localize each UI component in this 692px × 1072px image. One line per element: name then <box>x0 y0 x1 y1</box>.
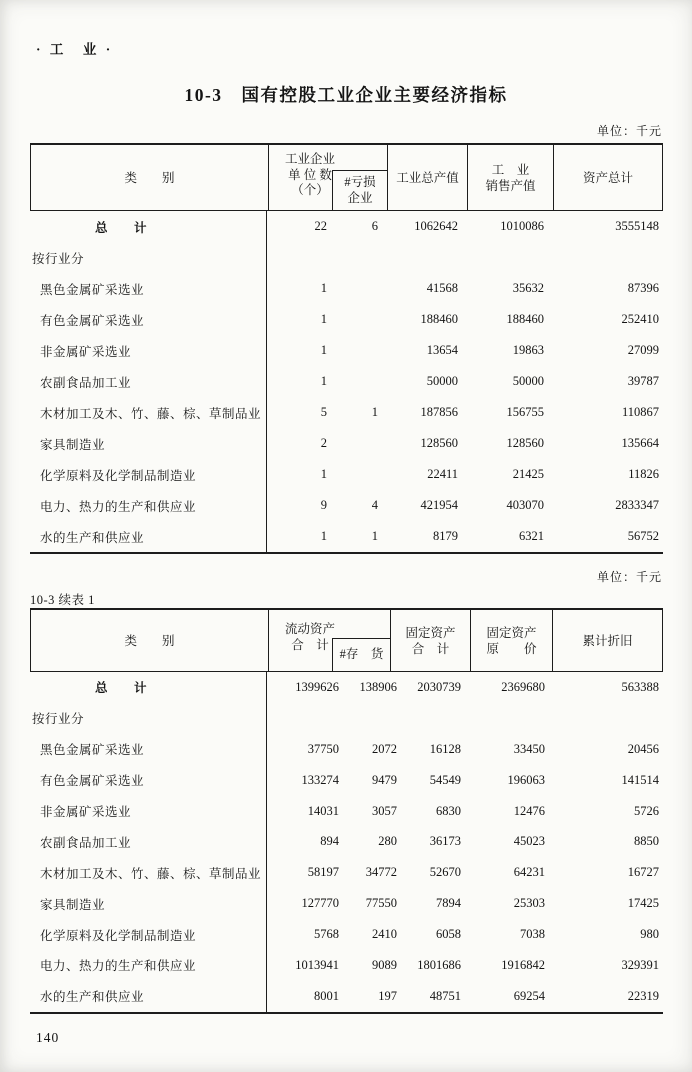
row-label: 木材加工及木、竹、藤、棕、草制品业 <box>30 857 267 888</box>
table-row <box>30 335 663 366</box>
row-value-current-assets: 58197 <box>307 865 339 880</box>
row-label: 家具制造业 <box>30 428 267 459</box>
table1-header <box>30 143 663 211</box>
row-value-fixed-original: 69254 <box>513 988 545 1003</box>
row-label: 总 计 <box>30 211 267 242</box>
row-label: 化学原料及化学制品制造业 <box>30 919 267 950</box>
table-row <box>30 857 663 888</box>
table-row <box>30 304 663 335</box>
row-value-units: 9 <box>320 498 327 512</box>
table-row <box>30 459 663 490</box>
row-value-current-assets: 37750 <box>307 741 339 756</box>
unit-note-table2: 单位：千元 <box>596 570 662 584</box>
enterprise-units-label: 工业企业 单 位 数 （个） <box>284 152 335 197</box>
row-label: 化学原料及化学制品制造业 <box>30 459 267 490</box>
row-value-depreciation: 329391 <box>621 957 659 972</box>
row-value-inventory: 138906 <box>359 679 397 694</box>
row-label: 有色金属矿采选业 <box>30 765 267 796</box>
table-row <box>30 919 663 950</box>
row-value-fixed-original: 64231 <box>513 865 545 880</box>
row-value-inventory: 197 <box>378 988 397 1003</box>
row-value-sales-output: 403070 <box>506 498 544 512</box>
row-value-fixed-original: 45023 <box>513 834 545 849</box>
row-value-depreciation: 5726 <box>634 803 659 818</box>
row-value-total-assets: 110867 <box>621 405 659 419</box>
row-value-current-assets: 8001 <box>314 988 339 1003</box>
row-value-loss: 6 <box>371 219 378 233</box>
table-row <box>30 888 663 919</box>
row-label: 电力、热力的生产和供应业 <box>30 950 267 981</box>
row-value-current-assets: 14031 <box>307 803 339 818</box>
row-value-inventory: 2072 <box>372 741 397 756</box>
row-value-depreciation: 22319 <box>627 988 659 1003</box>
table2-header-depreciation: 累计折旧 <box>552 610 662 671</box>
table2-caption: 10-3 续表 1 <box>30 593 95 607</box>
row-value-fixed-total: 2030739 <box>417 679 461 694</box>
row-value-fixed-total: 52670 <box>429 865 461 880</box>
row-value-inventory: 34772 <box>365 865 397 880</box>
row-value-depreciation: 17425 <box>627 896 659 911</box>
table-row <box>30 703 663 734</box>
row-value-gross-output: 128560 <box>420 436 458 450</box>
row-label: 水的生产和供应业 <box>30 981 267 1012</box>
row-value-loss: 1 <box>371 529 378 543</box>
row-value-units: 1 <box>320 281 327 295</box>
row-value-current-assets: 894 <box>320 834 339 849</box>
row-label: 木材加工及木、竹、藤、棕、草制品业 <box>30 397 267 428</box>
unit-note-table1: 单位：千元 <box>596 124 662 138</box>
row-value-fixed-original: 2369680 <box>501 679 545 694</box>
row-value-current-assets: 1399626 <box>295 679 339 694</box>
row-value-total-assets: 252410 <box>621 312 659 326</box>
row-value-current-assets: 1013941 <box>295 957 339 972</box>
row-label: 按行业分 <box>30 703 267 734</box>
row-value-fixed-total: 36173 <box>429 834 461 849</box>
row-value-total-assets: 27099 <box>627 343 659 357</box>
row-value-fixed-original: 33450 <box>513 741 545 756</box>
table2-header-fixed-assets-original: 固定资产 原 价 <box>470 610 552 671</box>
row-label: 非金属矿采选业 <box>30 335 267 366</box>
table1-body <box>30 211 663 554</box>
row-value-gross-output: 13654 <box>426 343 458 357</box>
row-value-units: 22 <box>314 219 327 233</box>
row-value-fixed-original: 1916842 <box>501 957 545 972</box>
row-value-gross-output: 187856 <box>420 405 458 419</box>
row-value-current-assets: 5768 <box>314 927 339 942</box>
table-row <box>30 490 663 521</box>
table2-body <box>30 672 663 1014</box>
table-row <box>30 826 663 857</box>
row-value-units: 5 <box>320 405 327 419</box>
row-label: 黑色金属矿采选业 <box>30 734 267 765</box>
row-value-gross-output: 22411 <box>427 467 458 481</box>
row-value-sales-output: 6321 <box>519 529 544 543</box>
row-value-inventory: 77550 <box>365 896 397 911</box>
table1-header-gross-output: 工业总产值 <box>387 145 467 210</box>
row-value-fixed-total: 7894 <box>436 896 461 911</box>
table2-header-current-assets <box>268 610 390 671</box>
table2-header-fixed-assets-total: 固定资产 合 计 <box>390 610 470 671</box>
row-label: 总 计 <box>30 672 267 703</box>
row-value-total-assets: 11826 <box>628 467 659 481</box>
table-main-indicators <box>30 143 663 554</box>
row-value-sales-output: 128560 <box>506 436 544 450</box>
row-label: 黑色金属矿采选业 <box>30 273 267 304</box>
loss-enterprises-subcell: #亏损 企业 <box>332 170 387 210</box>
row-value-depreciation: 141514 <box>621 772 659 787</box>
table1-header-sales-output: 工 业 销售产值 <box>467 145 553 210</box>
table-row <box>30 366 663 397</box>
table-row <box>30 273 663 304</box>
row-value-depreciation: 8850 <box>634 834 659 849</box>
row-value-units: 1 <box>320 467 327 481</box>
table2-header-category: 类 别 <box>124 633 175 648</box>
row-value-fixed-total: 6830 <box>436 803 461 818</box>
page-number: 140 <box>36 1030 60 1045</box>
row-value-units: 2 <box>320 436 327 450</box>
section-corner-label: · 工 业 · <box>36 42 114 57</box>
row-value-gross-output: 8179 <box>433 529 458 543</box>
row-value-total-assets: 87396 <box>627 281 659 295</box>
table1-header-category: 类 别 <box>124 170 175 185</box>
table-row <box>30 428 663 459</box>
table-row <box>30 981 663 1012</box>
row-value-total-assets: 56752 <box>627 529 659 543</box>
row-value-gross-output: 421954 <box>420 498 458 512</box>
row-value-total-assets: 2833347 <box>615 498 659 512</box>
table-row <box>30 672 663 703</box>
row-value-sales-output: 1010086 <box>500 219 544 233</box>
table-row <box>30 950 663 981</box>
row-label: 水的生产和供应业 <box>30 521 267 552</box>
row-label: 电力、热力的生产和供应业 <box>30 490 267 521</box>
row-value-total-assets: 39787 <box>627 374 659 388</box>
row-value-gross-output: 41568 <box>426 281 458 295</box>
row-value-inventory: 2410 <box>372 927 397 942</box>
table-row <box>30 397 663 428</box>
row-value-total-assets: 3555148 <box>615 219 659 233</box>
row-value-fixed-total: 6058 <box>436 927 461 942</box>
row-value-gross-output: 1062642 <box>414 219 458 233</box>
row-value-fixed-total: 1801686 <box>417 957 461 972</box>
table1-header-total-assets: 资产总计 <box>553 145 662 210</box>
table-row <box>30 734 663 765</box>
table1-header-enterprise-units <box>268 145 387 210</box>
row-value-fixed-original: 12476 <box>513 803 545 818</box>
row-value-inventory: 9479 <box>372 772 397 787</box>
row-value-units: 1 <box>320 343 327 357</box>
row-value-current-assets: 133274 <box>301 772 339 787</box>
row-value-units: 1 <box>320 529 327 543</box>
row-value-units: 1 <box>320 312 327 326</box>
row-label: 家具制造业 <box>30 888 267 919</box>
row-value-inventory: 3057 <box>372 803 397 818</box>
row-value-inventory: 280 <box>378 834 397 849</box>
row-value-depreciation: 20456 <box>627 741 659 756</box>
row-value-sales-output: 35632 <box>512 281 544 295</box>
row-value-gross-output: 50000 <box>426 374 458 388</box>
current-assets-label: 流动资产 合 计 <box>284 622 335 652</box>
row-value-fixed-original: 25303 <box>513 896 545 911</box>
row-value-fixed-original: 7038 <box>520 927 545 942</box>
row-value-fixed-total: 54549 <box>429 772 461 787</box>
row-value-sales-output: 156755 <box>506 405 544 419</box>
row-label: 按行业分 <box>30 242 267 273</box>
table-continued-1 <box>30 608 663 1014</box>
row-value-current-assets: 127770 <box>301 896 339 911</box>
row-value-inventory: 9089 <box>372 957 397 972</box>
row-value-depreciation: 563388 <box>621 679 659 694</box>
table-row <box>30 796 663 827</box>
table-row <box>30 765 663 796</box>
row-value-loss: 1 <box>371 405 378 419</box>
row-value-fixed-total: 48751 <box>429 988 461 1003</box>
table2-header <box>30 608 663 672</box>
row-value-units: 1 <box>320 374 327 388</box>
row-value-depreciation: 16727 <box>627 865 659 880</box>
row-value-loss: 4 <box>371 498 378 512</box>
row-label: 非金属矿采选业 <box>30 796 267 827</box>
row-value-depreciation: 980 <box>640 927 659 942</box>
table-row <box>30 211 663 242</box>
row-value-gross-output: 188460 <box>420 312 458 326</box>
row-value-sales-output: 19863 <box>512 343 544 357</box>
row-value-total-assets: 135664 <box>621 436 659 450</box>
page-title: 10-3 国有控股工业企业主要经济指标 <box>184 85 508 105</box>
table-row <box>30 521 663 552</box>
row-label: 农副食品加工业 <box>30 366 267 397</box>
row-value-sales-output: 21425 <box>512 467 544 481</box>
row-value-fixed-original: 196063 <box>507 772 545 787</box>
row-value-fixed-total: 16128 <box>429 741 461 756</box>
table-row <box>30 242 663 273</box>
inventory-subcell: #存 货 <box>332 638 390 671</box>
row-label: 有色金属矿采选业 <box>30 304 267 335</box>
row-value-sales-output: 50000 <box>512 374 544 388</box>
row-label: 农副食品加工业 <box>30 826 267 857</box>
row-value-sales-output: 188460 <box>506 312 544 326</box>
